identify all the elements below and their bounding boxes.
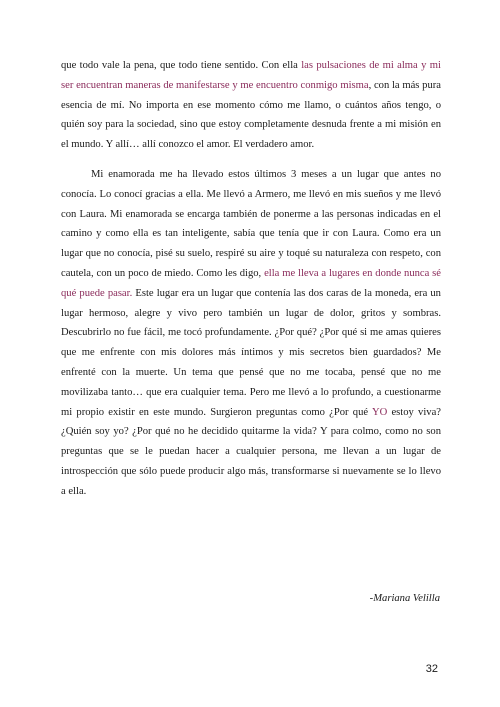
- paragraph-2-text-b: Este lugar era un lugar que contenía las dos caras de la moneda, era un lugar hermoso, alegre y vivo pero también un lugar de dolor, gritos y sombras. Descubrirlo no fue fácil, me tocó profundamente. ¿Por qué? ¿Por qué si me amas quieres que me enfrente con mis dolores más íntimos y mis secretos bien guardados? Me enfrenté con la muerte. Un tema que pensé que no me tocaba, pensé que no me movilizaba tanto… que era cualquier tema. Pero me llevó a lo profundo, a cuestionarme mi propio existir en este mundo. Surgieron preguntas como ¿Por qué: [61, 287, 441, 418]
- paragraph-2: [61, 165, 441, 502]
- author-signature: -Mariana Velilla: [369, 593, 440, 604]
- page-number: 32: [425, 663, 438, 675]
- paragraph-2-text-a: Mi enamorada me ha llevado estos últimos 3 meses a un lugar que antes no conocía. Lo conocí gracias a ella. Me llevó a Armero, me llevó en mis sueños y me llevó con Laura. Mi enamorada se encarga también de ponerme a las personas indicadas en el camino y como ella es tan inteligente, sabía que tenía que ir con Laura. Como era un lugar que no conocía, pisé su suelo, respiré su aire y toqué su naturaleza con respeto, con cautela, con un poco de miedo. Como les digo,: [61, 169, 441, 279]
- paragraph-1-text-a: que todo vale la pena, que todo tiene sentido. Con ella: [61, 60, 302, 71]
- paragraph-1-text-b: , con la más pura esencia de mí. No importa en ese momento cómo me llamo, o cuántos años tengo, o quién soy para la sociedad, sino que estoy completamente desnuda frente a mi misión en el mundo. Y allí… allí conozco el amor. El verdadero amor.: [61, 79, 441, 151]
- paragraph-1: [61, 56, 441, 155]
- paragraph-1-highlight: las pulsaciones de mi alma y mi ser encuentran maneras de manifestarse y me encuentro conmigo misma: [61, 60, 441, 91]
- paragraph-2-highlight: ella me lleva a lugares en donde nunca sé qué puede pasar.: [61, 267, 441, 299]
- paragraph-2-emphasis-yo: YO: [371, 406, 388, 418]
- paragraph-2-text-c: estoy viva? ¿Quién soy yo? ¿Por qué no he decidido quitarme la vida? Y para colmo, como no son preguntas que se le puedan hacer a cualquier persona, me llevan a un lugar de introspección que sólo puede producir algo más, transformarse si nuevamente se lo llevo a ella.: [61, 406, 441, 497]
